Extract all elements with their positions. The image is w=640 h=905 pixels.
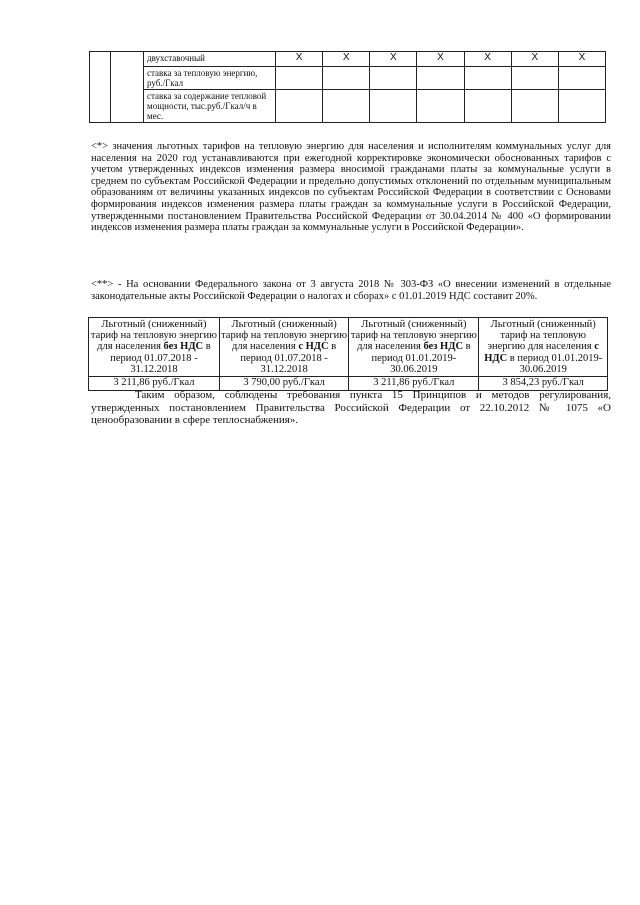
table-header-row — [89, 318, 608, 377]
row-label: ставка за содержание тепловой мощности, тыс.руб./Гкал/ч в мес. — [144, 90, 276, 123]
table-cell — [558, 67, 605, 90]
tariff-value: 3 211,86 руб./Гкал — [89, 377, 220, 391]
table-cell — [464, 90, 511, 123]
preferential-tariff-table — [88, 317, 608, 391]
table-cell — [511, 90, 558, 123]
table-cell: X — [417, 52, 464, 67]
table-row — [90, 90, 606, 123]
table-cell: X — [558, 52, 605, 67]
conclusion-paragraph: Таким образом, соблюдены требования пункта 15 Принципов и методов регулирования, утвержденных постановлением Правительства Российской Федерации от 22.10.2012 № 1075 «О ценообразовании в сфере теплоснабжения». — [91, 389, 611, 426]
column-header — [349, 318, 479, 377]
table-cell — [370, 67, 417, 90]
footnote-2: <**> - На основании Федерального закона от 3 августа 2018 № 303-ФЗ «О внесении изменений в отдельные законодательные акты Российской Федерации о налогах и сборах» с 01.01.2019 НДС составит 20%. — [91, 279, 611, 302]
table-cell: X — [323, 52, 370, 67]
table-row — [90, 52, 606, 67]
table-cell — [464, 67, 511, 90]
header-period: в период 01.01.2019-30.06.2019 — [371, 341, 471, 375]
header-text: Льготный (сниженный) тариф на тепловую энергию для населения — [90, 319, 217, 353]
tariff-value: 3 854,23 руб./Гкал — [479, 377, 608, 391]
table-cell — [370, 90, 417, 123]
table-row — [90, 67, 606, 90]
header-vat-label: с НДС — [298, 341, 329, 353]
table-cell — [276, 90, 323, 123]
table-cell — [323, 90, 370, 123]
table-cell — [417, 90, 464, 123]
footnote-1: <*> значения льготных тарифов на тепловую энергию для населения и исполнителям коммунальных услуг для населения на 2020 год устанавливаются при ежегодной корректировке экономически обоснованных тарифов с учетом утвержденных индексов изменения размера вносимой гражданами платы за коммунальные услуги в среднем по субъектам Российской Федерации и предельно допустимых отклонений по отдельным муниципальным образованиям от величины указанных индексов по субъектам Российской Федерации в соответствии с Основами формирования индексов изменения размера платы граждан за коммунальные услуги в Российской Федерации, утвержденными постановлением Правительства Российской Федерации от 30.04.2014 № 400 «О формировании индексов изменения размера платы граждан за коммунальные услуги в Российской Федерации». — [91, 141, 611, 234]
table-cell — [558, 90, 605, 123]
table-cell — [276, 67, 323, 90]
table-cell — [417, 67, 464, 90]
column-header — [219, 318, 348, 377]
table-cell — [511, 67, 558, 90]
tariff-value: 3 211,86 руб./Гкал — [349, 377, 479, 391]
tariff-value: 3 790,00 руб./Гкал — [219, 377, 348, 391]
header-vat-label: без НДС — [163, 341, 204, 353]
header-period: в период 01.07.2018 - 31.12.2018 — [240, 341, 337, 375]
table-cell — [111, 52, 144, 123]
header-period: в период 01.01.2019-30.06.2019 — [507, 352, 603, 375]
table-cell: X — [511, 52, 558, 67]
tariff-structure-table — [89, 51, 606, 123]
header-period: в период 01.07.2018 - 31.12.2018 — [110, 341, 211, 375]
row-label: двухставочный — [144, 52, 276, 67]
table-cell — [323, 67, 370, 90]
table-cell: X — [276, 52, 323, 67]
row-label: ставка за тепловую энергию, руб./Гкал — [144, 67, 276, 90]
table-cell — [90, 52, 111, 123]
header-text: Льготный (сниженный) тариф на тепловую энергию для населения — [221, 319, 348, 353]
column-header — [89, 318, 220, 377]
table-cell: X — [464, 52, 511, 67]
header-vat-label: с НДС — [484, 341, 599, 364]
column-header — [479, 318, 608, 377]
header-vat-label: без НДС — [423, 341, 464, 353]
table-cell: X — [370, 52, 417, 67]
header-text: Льготный (сниженный) тариф на тепловую энергию для населения — [487, 319, 596, 353]
header-text: Льготный (сниженный) тариф на тепловую энергию для населения — [350, 319, 477, 353]
